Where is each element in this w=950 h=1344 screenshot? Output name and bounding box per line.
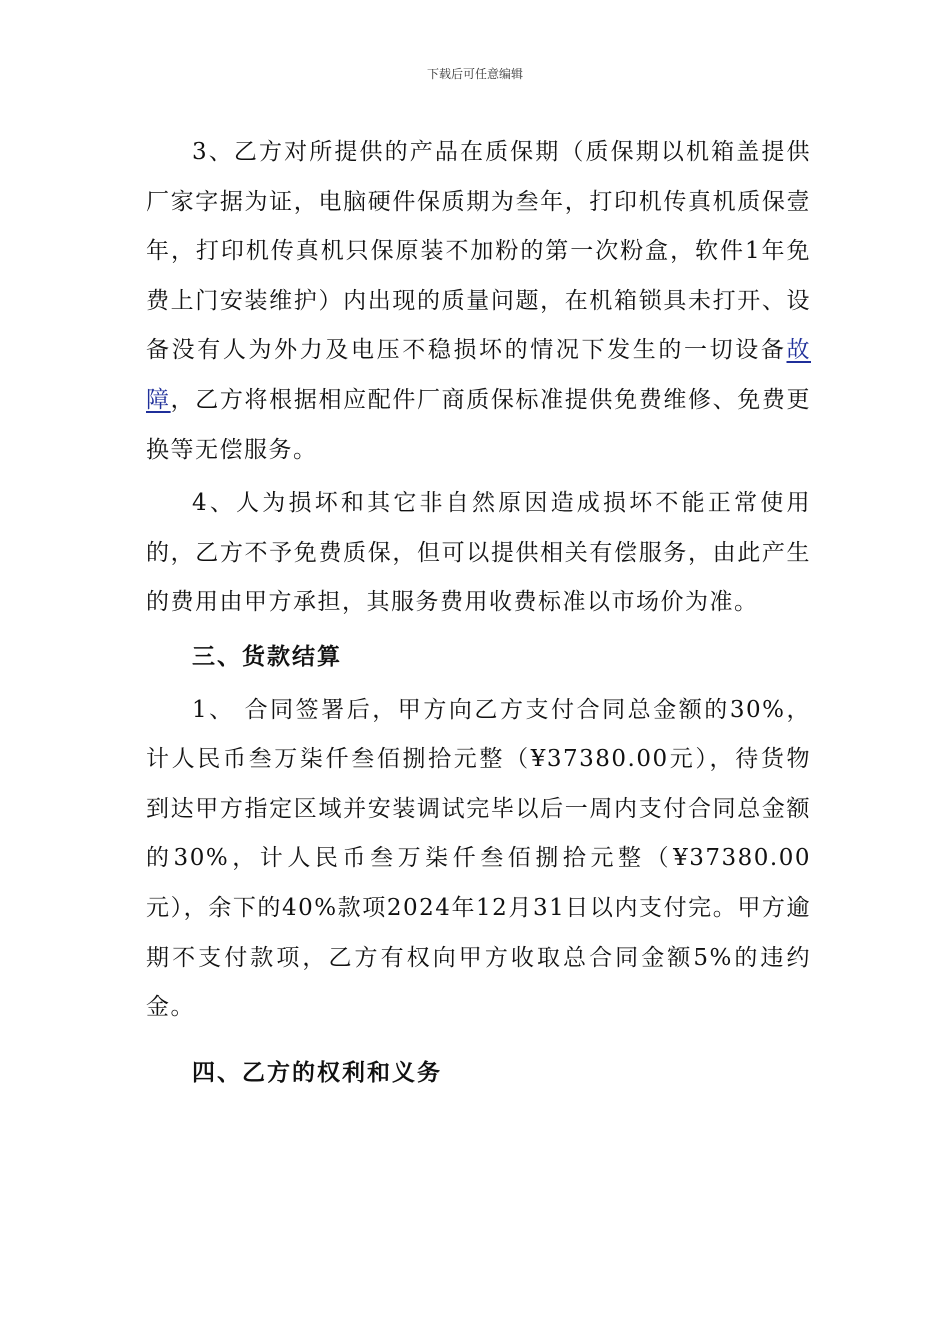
document-body xyxy=(146,128,811,1097)
section-3-item-1: 1、 合同签署后，甲方向乙方支付合同总金额的30%，计人民币叁万柒仟叁佰捌拾元整（¥37380.00元），待货物到达甲方指定区域并安装调试完毕以后一周内支付合同总金额的30%，计人民币叁万柒仟叁佰捌拾元整（¥37380.00元），余下的40%款项2024年12月31日以内支付完。甲方逾期不支付款项，乙方有权向甲方收取总合同金额5%的违约金。 xyxy=(146,696,811,1021)
clause-3-paragraph xyxy=(146,128,811,475)
page-header: 下载后可任意编辑 xyxy=(426,67,523,81)
clause-4-paragraph: 4、人为损坏和其它非自然原因造成损坏不能正常使用的，乙方不予免费质保，但可以提供相关有偿服务，由此产生的费用由甲方承担，其服务费用收费标准以市场价为准。 xyxy=(146,490,811,616)
fault-link[interactable]: 故障 xyxy=(146,337,811,413)
section-3-heading: 三、货款结算 xyxy=(192,642,342,670)
clause-3-text: 3、乙方对所提供的产品在质保期（质保期以机箱盖提供厂家字据为证，电脑硬件保质期为叁年，打印机传真机质保壹年，打印机传真机只保原装不加粉的第一次粉盒，软件1年免费上门安装维护）内出现的质量问题，在机箱锁具未打开、设备没有人为外力及电压不稳损坏的情况下发生的一切设备 xyxy=(146,139,811,364)
section-4-heading: 四、乙方的权利和义务 xyxy=(192,1058,442,1086)
clause-3-text-end: ，乙方将根据相应配件厂商质保标准提供免费维修、免费更换等无偿服务。 xyxy=(146,386,812,463)
